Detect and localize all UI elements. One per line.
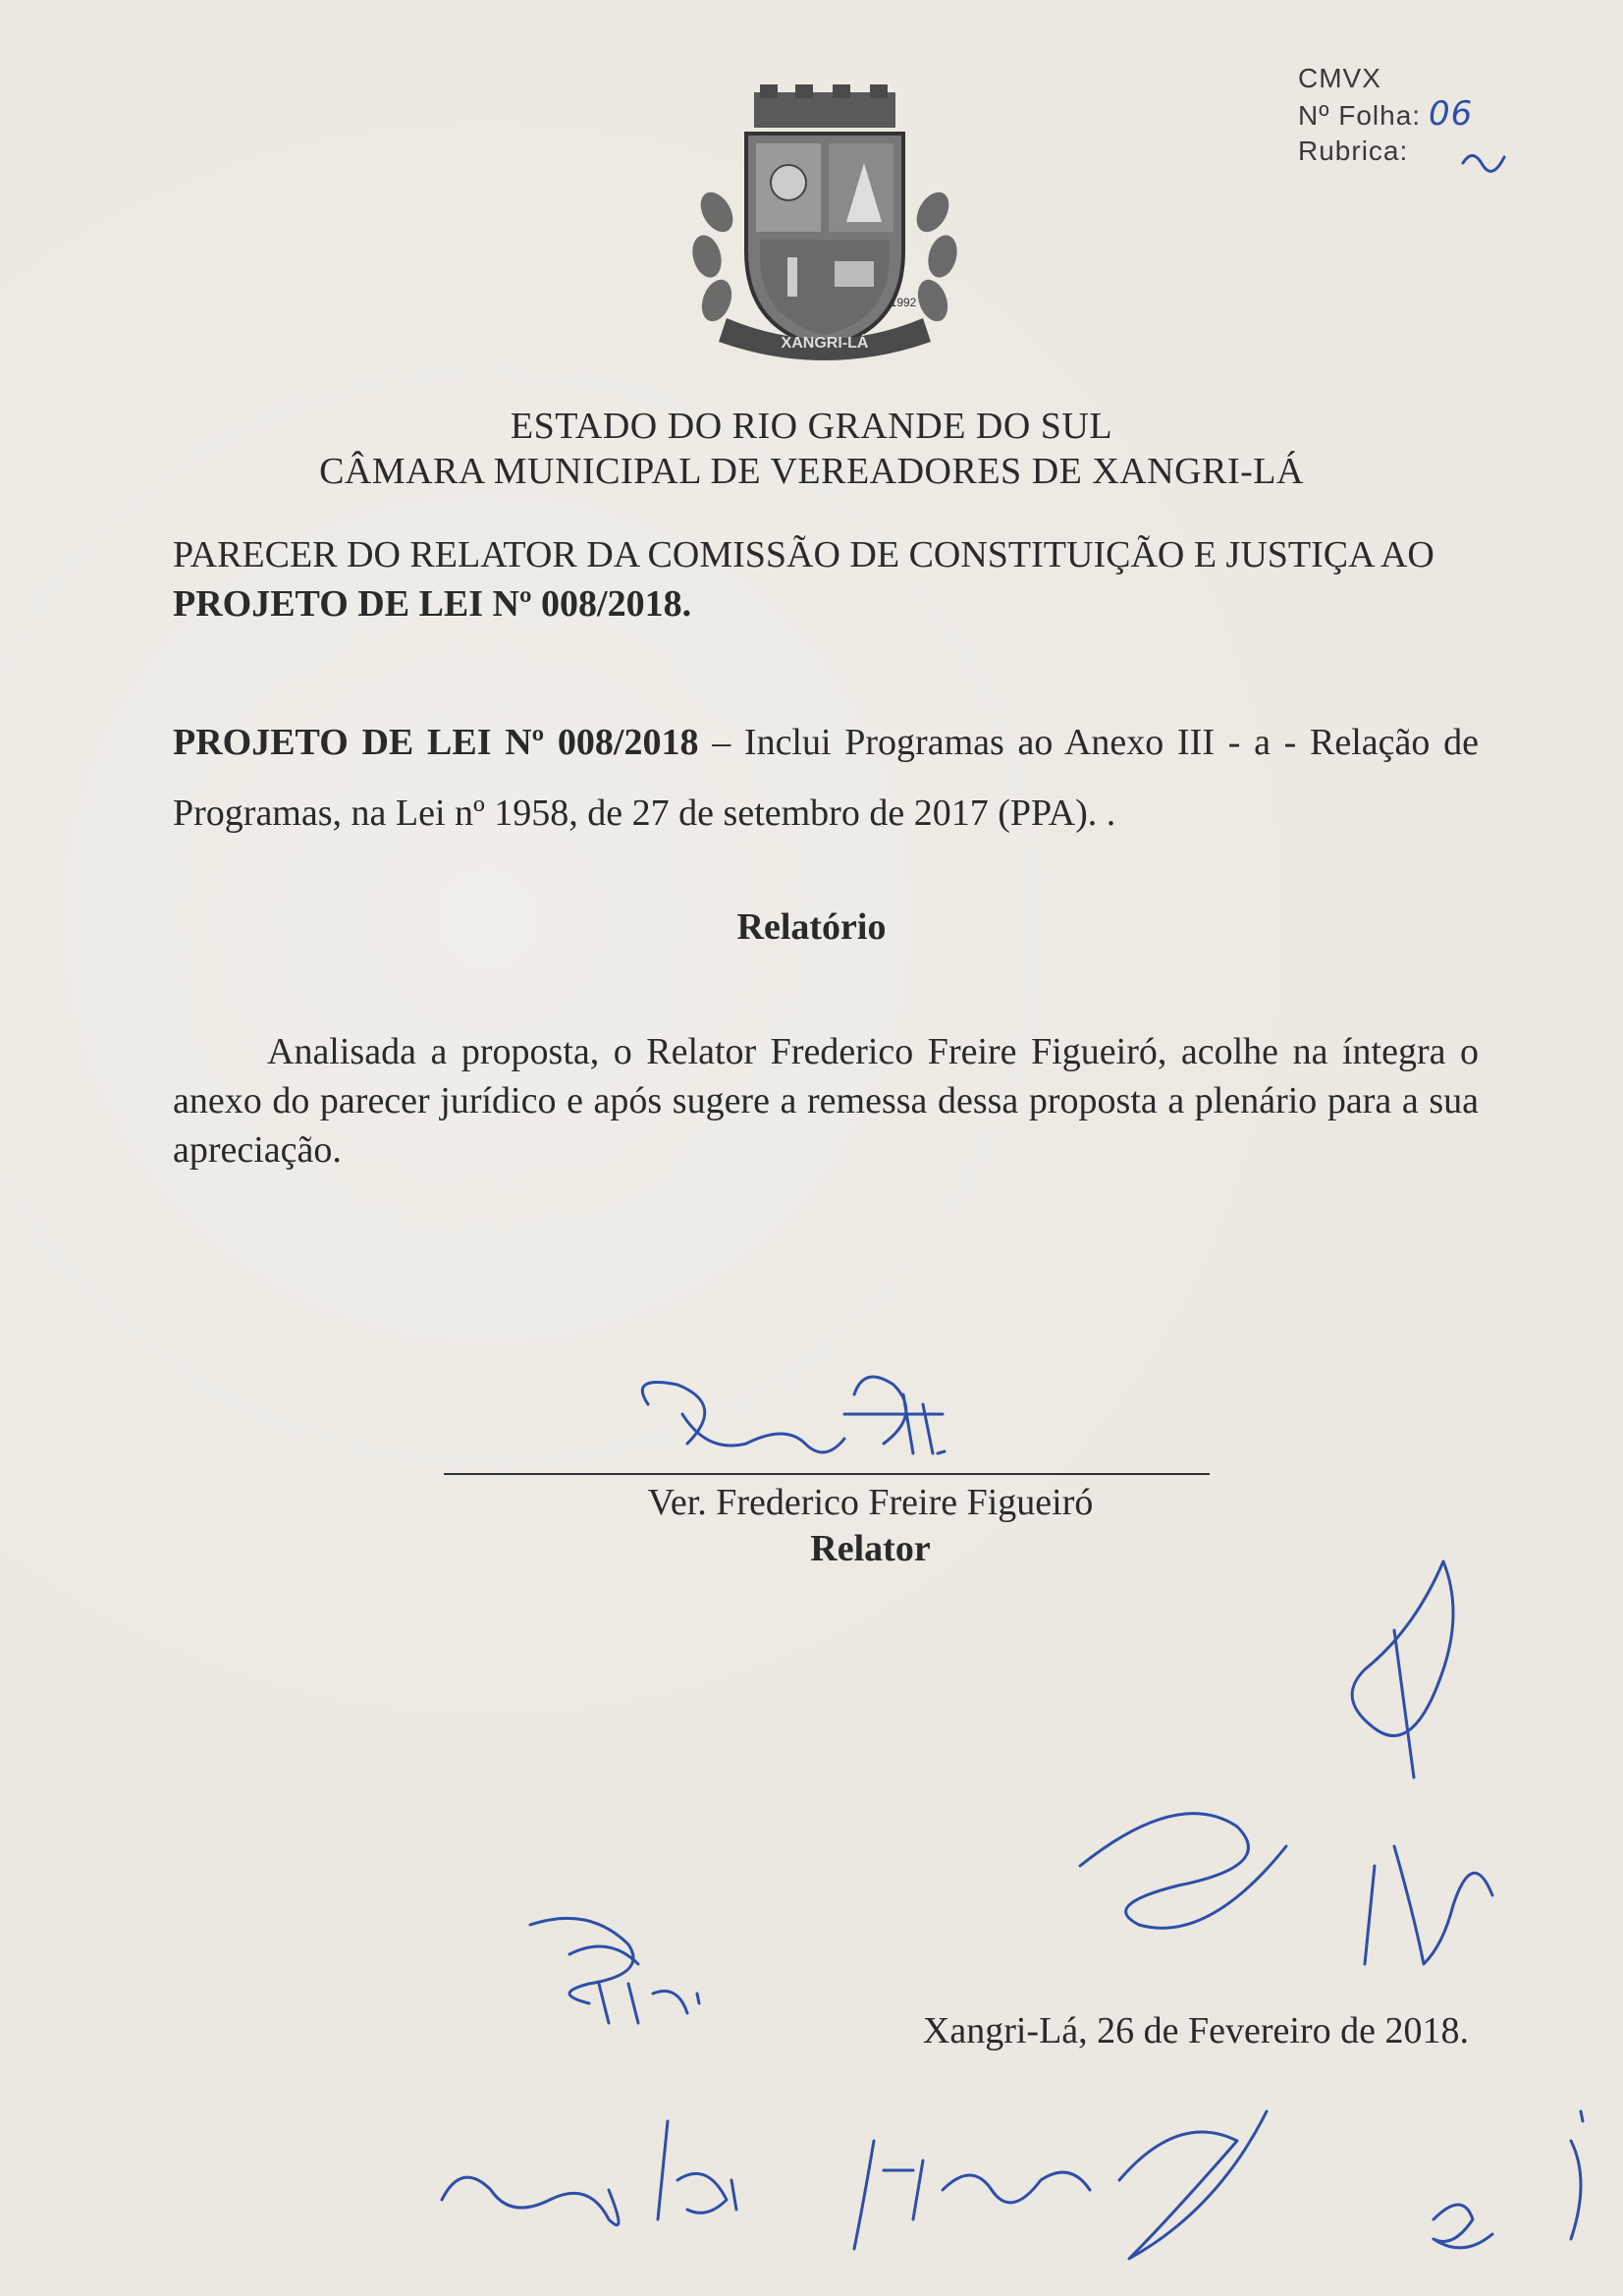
member-signature-6 [1434,2111,1583,2248]
signature-line [444,1473,1210,1475]
report-heading: Relatório [736,906,887,948]
project-description: – Inclui Programas ao Anexo III - a - Relação de Programas, na Lei nº 1958, de 27 de setembro de 2017 (PPA). . [173,722,1479,834]
member-signature-1 [1080,1561,1453,1928]
stamp-folha-label: Nº Folha: [1298,100,1422,131]
protocol-stamp [1298,61,1553,169]
member-signature-4 [442,2121,736,2225]
stamp-folha-value: 06 [1429,94,1474,134]
member-signature-5 [854,2111,1267,2259]
municipal-crest-icon [677,84,972,369]
document-title [173,530,1479,629]
crest-year: 1992 [890,296,917,309]
stamp-rubrica: Rubrica: [1298,136,1409,166]
stamp-folha [1298,96,1553,134]
stamp-cmvx: CMVX [1298,63,1381,93]
title-bold: PROJETO DE LEI Nº 008/2018. [173,583,692,625]
header-chamber: CÂMARA MUNICIPAL DE VEREADORES DE XANGRI-LÁ [319,451,1304,492]
report-body: Analisada a proposta, o Relator Frederico Freire Figueiró, acolhe na íntegra o anexo do parecer jurídico e após sugere a remessa dessa proposta a plenário para a sua apreciação. [173,1031,1479,1171]
relator-signature [642,1377,945,1453]
title-line: PARECER DO RELATOR DA COMISSÃO DE CONSTITUIÇÃO E JUSTIÇA AO [173,534,1434,575]
project-number: PROJETO DE LEI Nº 008/2018 [173,722,699,763]
signature-name: Ver. Frederico Freire Figueiró [647,1482,1094,1523]
header-state: ESTADO DO RIO GRANDE DO SUL [510,406,1113,447]
crest-name: XANGRI-LÁ [781,335,869,352]
project-summary [173,707,1479,848]
document-date: Xangri-Lá, 26 de Fevereiro de 2018. [922,2010,1469,2051]
member-signature-2 [1365,1846,1492,1964]
member-signature-3 [530,1918,699,2023]
signature-role: Relator [810,1528,931,1569]
